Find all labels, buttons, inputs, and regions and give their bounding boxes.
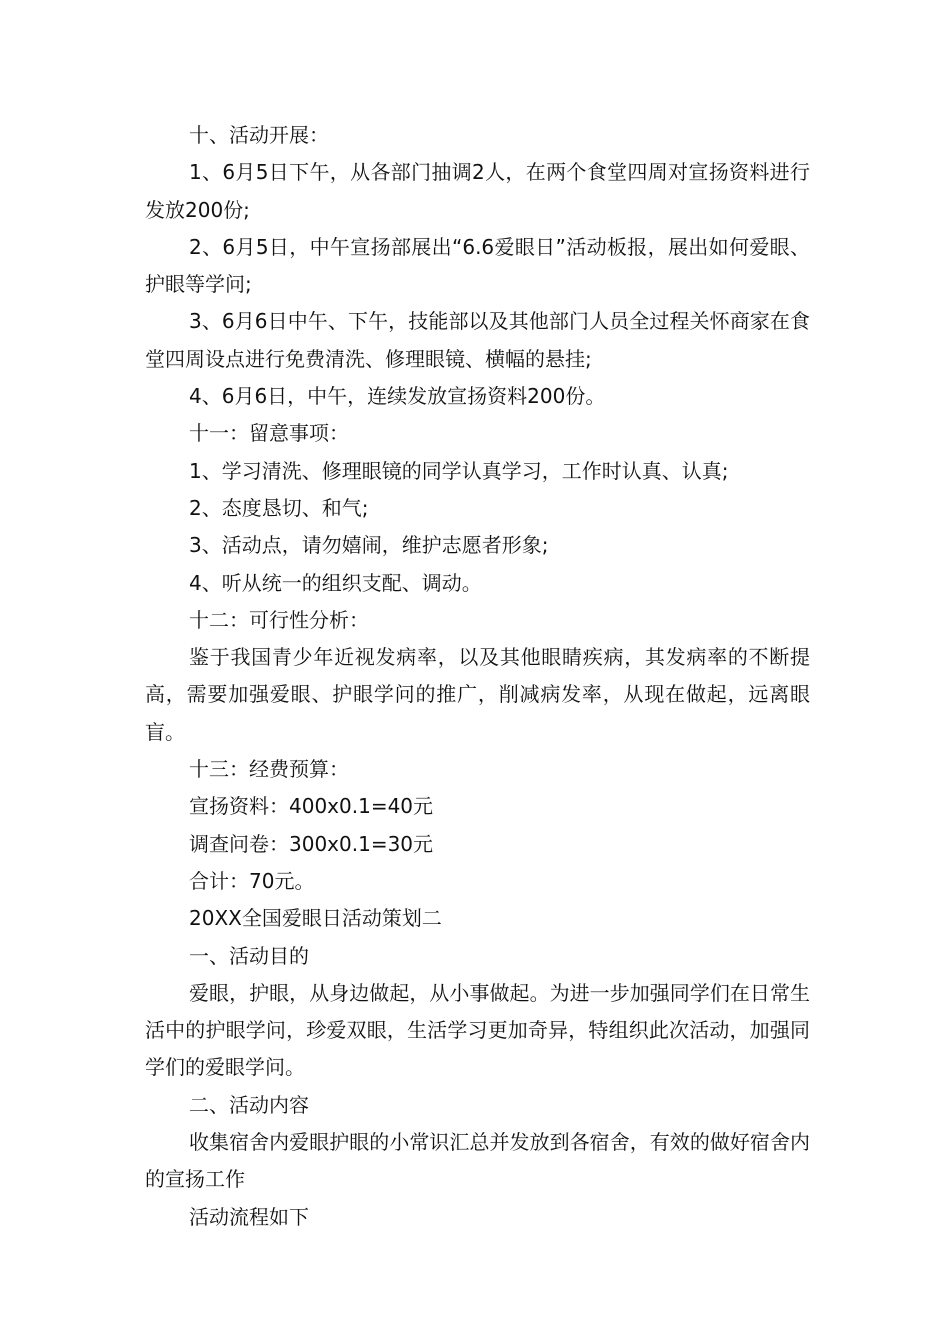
paragraph-activity-item-3: 3、6月6日中午、下午，技能部以及其他部门人员全过程关怀商家在食堂四周设点进行免费清洗、修理眼镜、横幅的悬挂; (145, 309, 810, 371)
paragraph-notice-item-1: 1、学习清洗、修理眼镜的同学认真学习，工作时认真、认真; (189, 458, 729, 483)
paragraph-budget-materials: 宣扬资料：400x0.1=40元 (189, 794, 434, 819)
paragraph-purpose-heading: 一、活动目的 (189, 943, 309, 968)
paragraph-budget-total: 合计：70元。 (189, 868, 315, 893)
paragraph-section-12-heading: 十二：可行性分析： (189, 607, 369, 632)
paragraph-section-11-heading: 十一：留意事项： (189, 421, 349, 446)
paragraph-notice-item-4: 4、听从统一的组织支配、调动。 (189, 570, 482, 595)
paragraph-content-heading: 二、活动内容 (189, 1092, 309, 1117)
paragraph-process-intro: 活动流程如下 (189, 1204, 309, 1229)
paragraph-activity-item-2: 2、6月5日，中午宣扬部展出“6.6爱眼日”活动板报，展出如何爱眼、护眼等学问; (145, 234, 810, 297)
paragraph-activity-item-1: 1、6月5日下午，从各部门抽调2人，在两个食堂四周对宣扬资料进行发放200份; (145, 160, 810, 222)
paragraph-section-13-heading: 十三：经费预算： (189, 757, 349, 782)
paragraph-section-10-heading: 十、活动开展： (189, 123, 329, 147)
paragraph-budget-survey: 调查问卷：300x0.1=30元 (189, 831, 434, 856)
paragraph-notice-item-2: 2、态度恳切、和气; (189, 495, 369, 520)
paragraph-activity-item-4: 4、6月6日，中午，连续发放宣扬资料200份。 (189, 384, 606, 409)
paragraph-content-body: 收集宿舍内爱眼护眼的小常识汇总并发放到各宿舍，有效的做好宿舍内的宣扬工作 (145, 1130, 810, 1192)
paragraph-purpose-body: 爱眼，护眼，从身边做起，从小事做起。为进一步加强同学们在日常生活中的护眼学问，珍爱双眼，生活学习更加奇异，特组织此次活动，加强同学们的爱眼学问。 (145, 980, 810, 1080)
paragraph-feasibility-analysis: 鉴于我国青少年近视发病率，以及其他眼睛疾病，其发病率的不断提高，需要加强爱眼、护眼学问的推广，削减病发率，从现在做起，远离眼盲。 (145, 645, 810, 744)
paragraph-notice-item-3: 3、活动点，请勿嬉闹，维护志愿者形象; (189, 533, 549, 558)
document-body (145, 117, 810, 1236)
paragraph-plan-two-title: 20XX全国爱眼日活动策划二 (189, 906, 442, 931)
